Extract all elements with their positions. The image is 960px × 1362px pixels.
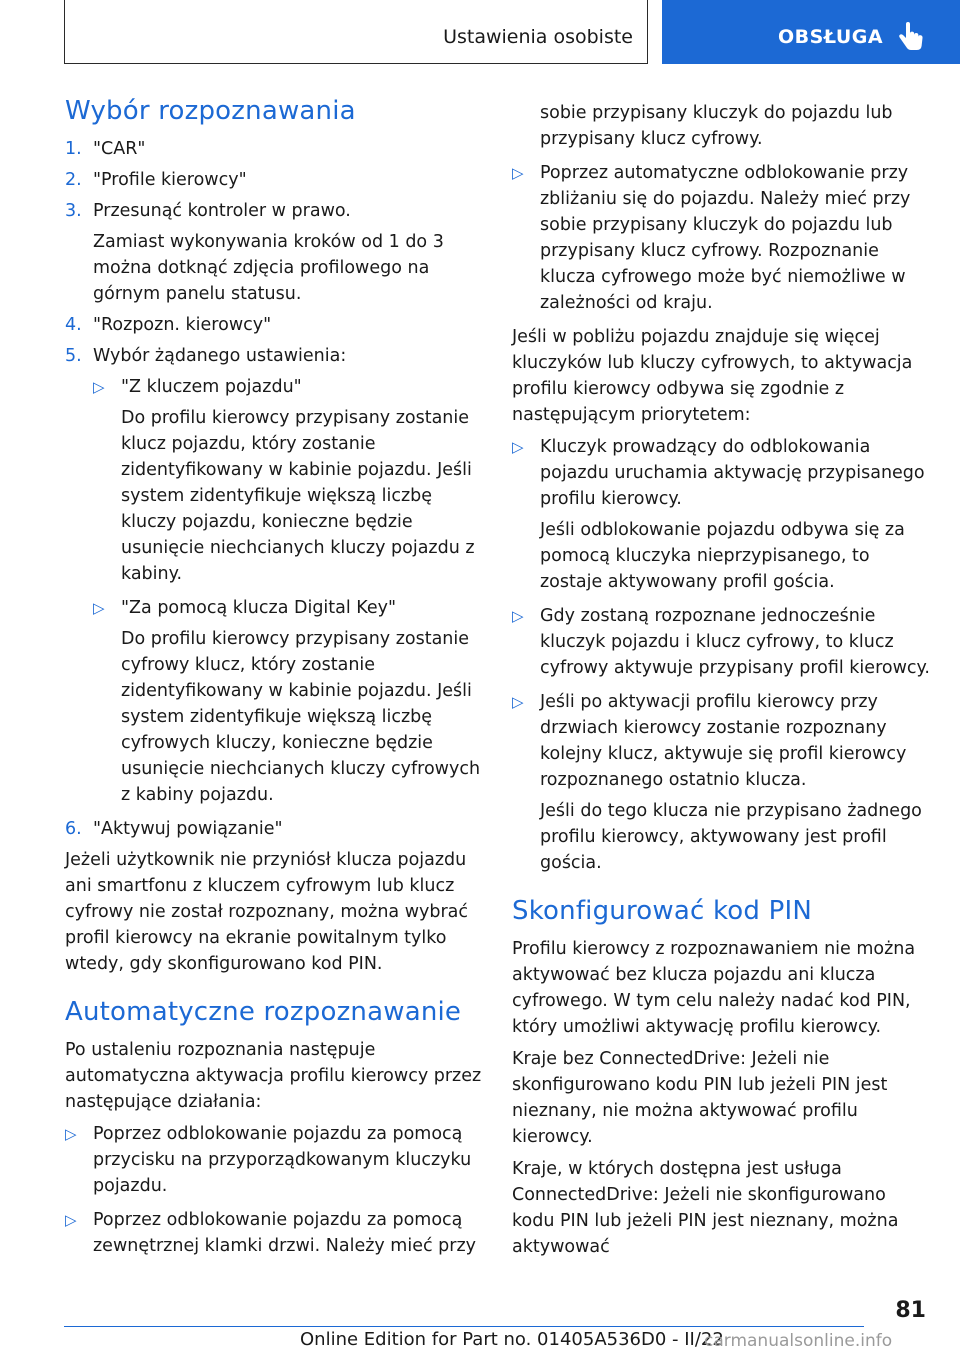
footer-edition: Online Edition for Part no. 01405A536D0 - II/22 (300, 1329, 724, 1350)
step-number: 6. (65, 819, 82, 839)
list-item (65, 198, 483, 307)
list-item (65, 343, 483, 808)
step-number: 5. (65, 346, 82, 366)
list-item (512, 689, 930, 876)
heading-pin: Skonfigurować kod PIN (512, 896, 812, 926)
option-title: "Za pomocą klucza Digital Key" (121, 598, 397, 618)
bullet-triangle-icon: ▷ (512, 693, 524, 711)
bullet-triangle-icon: ▷ (512, 164, 524, 182)
step-text: Przesunąć kontroler w prawo. (93, 201, 351, 221)
section-title: Ustawienia osobiste (443, 26, 633, 48)
paragraph: Jeżeli użytkownik nie przyniósł klucza pojazdu ani smartfonu z kluczem cyfrowym lub klucz cyfrowy nie został rozpoznany, można wybrać profil kierowcy na ekranie powitalnym tylko wtedy, gdy skonfigurowano kod PIN. (65, 850, 469, 974)
list-item (65, 816, 483, 842)
bullet-triangle-icon: ▷ (65, 1125, 77, 1143)
heading-selection: Wybór rozpoznawania (65, 96, 356, 126)
step-number: 3. (65, 201, 82, 221)
step-text: Wybór żądanego ustawienia: (93, 346, 347, 366)
list-item (65, 1121, 483, 1199)
step-text: "Aktywuj powiązanie" (93, 819, 283, 839)
bullet-text: Gdy zostaną rozpoznane jednocześnie kluczyk pojazdu i klucz cyfrowy, to klucz cyfrowy aktywuje przypisany profil kierowcy. (540, 606, 930, 678)
option-description: Do profilu kierowcy przypisany zostanie klucz pojazdu, który zostanie zidentyfikowany w kabinie pojazdu. Jeśli system zidentyfikuje większą liczbę kluczy pojazdu, konieczne będzie usunięcie niechcianych kluczy pojazdu z kabiny. (121, 408, 475, 584)
list-item (93, 374, 483, 587)
watermark: carmanualsonline.info (704, 1331, 893, 1351)
bullet-continuation: sobie przypisany kluczyk do pojazdu lub przypisany klucz cyfrowy. (540, 103, 893, 149)
header-section-box (64, 0, 648, 64)
step-number: 1. (65, 139, 82, 159)
step-text: "Profile kierowcy" (93, 170, 247, 190)
list-item (65, 136, 483, 162)
heading-automatic: Automatyczne rozpoznawanie (65, 997, 462, 1027)
paragraph: Profilu kierowcy z rozpoznawaniem nie można aktywować bez klucza pojazdu ani klucza cyfrowego. W tym celu należy nadać kod PIN, który umożliwi aktywację profilu kierowcy. (512, 939, 916, 1037)
bullet-triangle-icon: ▷ (512, 438, 524, 456)
chapter-tab-label: OBSŁUGA (778, 26, 884, 48)
list-item (65, 167, 483, 193)
paragraph: Kraje, w których dostępna jest usługa ConnectedDrive: Jeżeli nie skonfigurowano kodu PIN lub jeżeli PIN jest nieznany, można aktywować (512, 1159, 899, 1257)
bullet-text: Poprzez automatyczne odblokowanie przy zbliżaniu się do pojazdu. Należy mieć przy sobie przypisany kluczyk do pojazdu lub przypisany klucz cyfrowy. Rozpoznanie klucza cyfrowego może być niemożliwe w zależności od kraju. (540, 163, 911, 313)
footer-divider (64, 1326, 864, 1327)
paragraph: Kraje bez ConnectedDrive: Jeżeli nie skonfigurowano kodu PIN lub jeżeli PIN jest nieznany, nie można aktywować profilu kierowcy. (512, 1049, 888, 1147)
list-item (512, 160, 930, 316)
left-column (65, 96, 483, 1267)
list-item (65, 1207, 483, 1259)
step-number: 4. (65, 315, 82, 335)
right-column (512, 100, 930, 1266)
bullet-triangle-icon: ▷ (65, 1211, 77, 1229)
bullet-text: Poprzez odblokowanie pojazdu za pomocą zewnętrznej klamki drzwi. Należy mieć przy (93, 1210, 477, 1256)
list-item (93, 595, 483, 808)
bullet-note: Jeśli odblokowanie pojazdu odbywa się za pomocą kluczyka nieprzypisanego, to zostaje aktywowany profil gościa. (540, 520, 905, 592)
bullet-triangle-icon: ▷ (93, 599, 105, 617)
paragraph: Jeśli w pobliżu pojazdu znajduje się więcej kluczyków lub kluczy cyfrowych, to aktywacja profilu kierowcy odbywa się zgodnie z następującym priorytetem: (512, 327, 913, 425)
chapter-tab (662, 0, 960, 64)
step-number: 2. (65, 170, 82, 190)
hand-pointer-icon (898, 22, 924, 56)
steps-list (65, 136, 483, 842)
options-list (93, 374, 483, 808)
option-description: Do profilu kierowcy przypisany zostanie cyfrowy klucz, który zostanie zidentyfikowany w kabinie pojazdu. Jeśli system zidentyfikuje większą liczbę cyfrowych kluczy, konieczne będzie usunięcie niechcianych kluczy cyfrowych z kabiny pojazdu. (121, 629, 481, 805)
bullet-text: Kluczyk prowadzący do odblokowania pojazdu uruchamia aktywację przypisanego profilu kierowcy. (540, 437, 925, 509)
bullet-text: Jeśli po aktywacji profilu kierowcy przy drzwiach kierowcy zostanie rozpoznany kolejny klucz, aktywuje się profil kierowcy rozpoznanego ostatnio klucza. (540, 692, 907, 790)
bullet-triangle-icon: ▷ (93, 378, 105, 396)
page-number: 81 (895, 1298, 926, 1323)
step-text: "CAR" (93, 139, 146, 159)
list-item (512, 603, 930, 681)
bullet-triangle-icon: ▷ (512, 607, 524, 625)
step-note: Zamiast wykonywania kroków od 1 do 3 można dotknąć zdjęcia profilowego na górnym panelu statusu. (93, 232, 444, 304)
list-item (512, 434, 930, 595)
paragraph: Po ustaleniu rozpoznania następuje automatyczna aktywacja profilu kierowcy przez następujące działania: (65, 1040, 482, 1112)
bullet-text: Poprzez odblokowanie pojazdu za pomocą przycisku na przyporządkowanym kluczyku pojazdu. (93, 1124, 472, 1196)
option-title: "Z kluczem pojazdu" (121, 377, 302, 397)
bullet-note: Jeśli do tego klucza nie przypisano żadnego profilu kierowcy, aktywowany jest profil gościa. (540, 801, 922, 873)
list-item (65, 312, 483, 338)
step-text: "Rozpozn. kierowcy" (93, 315, 272, 335)
